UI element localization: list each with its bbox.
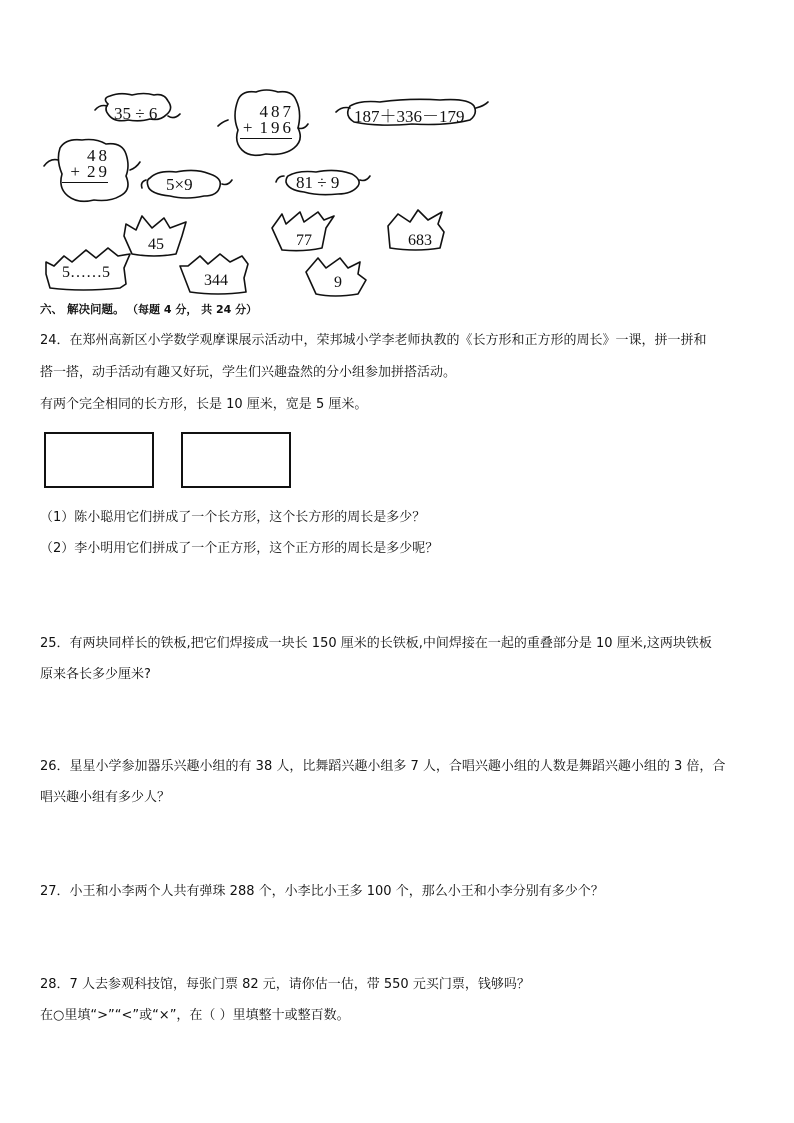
bubble-expression: 35 ÷ 6 [114, 104, 158, 123]
question-24-line-2: 搭一搭，动手活动有趣又好玩，学生们兴趣盎然的分小组参加拼搭活动。 [40, 365, 457, 380]
question-24-part-1: （1）陈小聪用它们拼成了一个长方形，这个长方形的周长是多少？ [40, 510, 426, 525]
crown-number: 5……5 [62, 264, 110, 281]
crown-number: 9 [334, 274, 342, 291]
crown-number: 683 [408, 232, 432, 249]
addend-bottom: 29 [87, 162, 110, 181]
section-title: 六、 解决问题。 [40, 302, 125, 316]
section-heading [40, 301, 257, 317]
question-24-line-3: 有两个完全相同的长方形，长是 10 厘米，宽是 5 厘米。 [40, 397, 368, 412]
question-26-line-2: 唱兴趣小组有多少人？ [40, 790, 171, 805]
bubble-expression: 187＋336－179 [354, 107, 465, 126]
question-24-part-2: （2）李小明用它们拼成了一个正方形，这个正方形的周长是多少呢？ [40, 541, 439, 556]
crown-number: 45 [148, 236, 164, 253]
question-28-line-2: 在○里填“>”“<”或“×”，在（ ）里填整十或整百数。 [40, 1008, 350, 1023]
bubble-expression: 81 ÷ 9 [296, 173, 340, 192]
crown-number: 344 [204, 272, 228, 289]
addend-top: 487 [259, 102, 294, 121]
question-27-line-1: 27．小王和小李两个人共有弹珠 288 个，小李比小王多 100 个，那么小王和小李分别有多少个？ [40, 884, 604, 899]
rectangle-figure-2 [181, 432, 291, 488]
plus-sign: + [70, 162, 83, 181]
question-28-line-1: 28．7 人去参观科技馆，每张门票 82 元，请你估一估，带 550 元买门票，钱够吗？ [40, 977, 530, 992]
crown-outlines [0, 0, 794, 310]
question-25-line-1: 25．有两块同样长的铁板,把它们焊接成一块长 150 厘米的长铁板,中间焊接在一起的重叠部分是 10 厘米,这两块铁板 [40, 636, 712, 651]
addend-bottom: 196 [259, 118, 294, 137]
plus-sign: + [242, 118, 256, 137]
addend-top: 48 [87, 146, 110, 165]
rectangle-figure-1 [44, 432, 154, 488]
question-25-line-2: 原来各长多少厘米? [40, 667, 151, 682]
bubble-expression: 5×9 [166, 175, 193, 194]
question-26-line-1: 26．星星小学参加器乐兴趣小组的有 38 人，比舞蹈兴趣小组多 7 人，合唱兴趣小组的人数是舞蹈兴趣小组的 3 倍，合 [40, 759, 726, 774]
question-24-line-1: 24．在郑州高新区小学数学观摩课展示活动中，荣邦城小学李老师执教的《长方形和正方形的周长》一课，拼一拼和 [40, 333, 707, 348]
section-score-note: （每题 4 分， 共 24 分） [132, 303, 258, 316]
crown-number: 77 [296, 232, 312, 249]
